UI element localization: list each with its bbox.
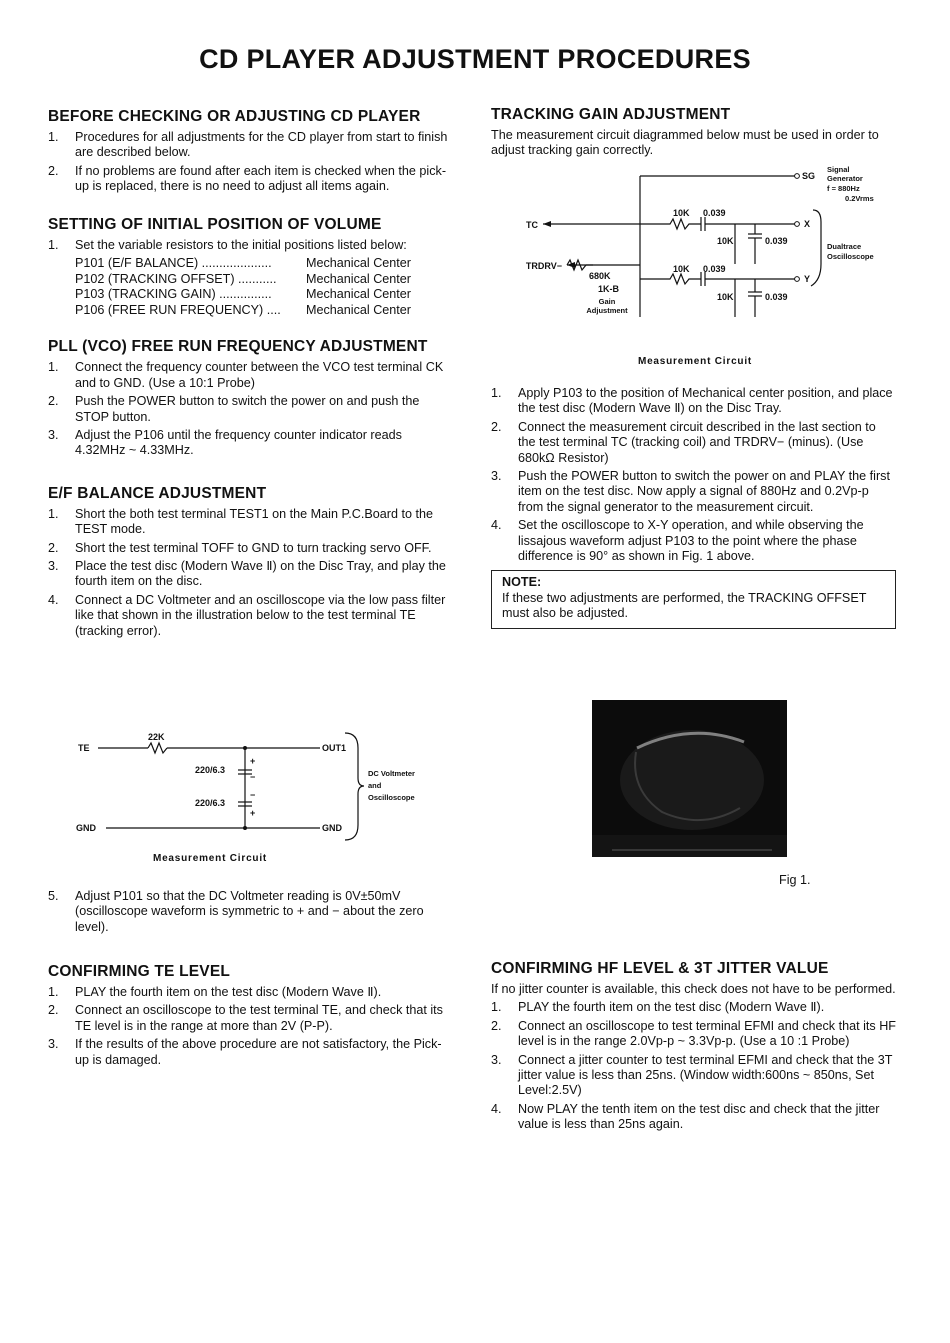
list-item: 2. Push the POWER button to switch the power on and push the STOP button. [48, 394, 420, 424]
note-text: If these two adjustments are performed, the TRACKING OFFSET must also be adjusted. [502, 590, 867, 621]
page-title: CD PLAYER ADJUSTMENT PROCEDURES [199, 44, 751, 74]
out1-label: OUT1 [322, 743, 347, 753]
ef-heading: E/F BALANCE ADJUSTMENT [48, 484, 267, 502]
svg-text:f = 880Hz: f = 880Hz [827, 184, 860, 193]
pll-section [48, 338, 448, 458]
list-item: 2. Connect the measurement circuit described in the last section to the test terminal TC (tracking coil) and TRDRV− (minus). (Use 680kΩ Resistor) [491, 419, 876, 465]
resistor-label: 22K [148, 732, 165, 742]
list-item: 2. Connect an oscilloscope to the test terminal TE, and check that its TE level is in the range at more than 2V (P-P). [48, 1003, 443, 1033]
svg-text:0.2Vrms: 0.2Vrms [845, 194, 874, 203]
svg-text:−: − [250, 790, 256, 800]
r1k-label: 1K-B [598, 284, 620, 294]
setting-row: P106 (FREE RUN FREQUENCY) .... Mechanical Center [75, 302, 411, 317]
setting-row: P102 (TRACKING OFFSET) ........... Mechanical Center [75, 271, 411, 286]
list-item: 3. If the results of the above procedure are not satisfactory, the Pick-up is damaged. [48, 1037, 442, 1067]
svg-text:Adjustment: Adjustment [586, 306, 628, 315]
list-item: 3. Push the POWER button to switch the power on and PLAY the first item on the test disc. Now apply a signal of 880Hz and 0.2Vp-p from the signal generator to the measurement circuit. [491, 469, 890, 514]
note-title: NOTE: [502, 575, 542, 590]
hf-heading: CONFIRMING HF LEVEL & 3T JITTER VALUE [491, 960, 829, 977]
cap1-label: 220/6.3 [195, 765, 226, 775]
svg-text:+: + [250, 808, 256, 818]
svg-text:0.039: 0.039 [765, 292, 788, 302]
hf-section [491, 960, 896, 1136]
gnd-left-label: GND [76, 823, 96, 833]
tracking-section [491, 106, 896, 159]
ef-section [48, 485, 448, 639]
svg-text:10K: 10K [717, 236, 734, 246]
setting-row: P103 (TRACKING GAIN) ............... Mechanical Center [75, 287, 411, 302]
note-box [491, 570, 896, 628]
te-label: TE [78, 743, 90, 753]
list-item: 1. PLAY the fourth item on the test disc (Modern Wave Ⅱ). [48, 985, 382, 999]
before-section [48, 108, 448, 195]
svg-text:Generator: Generator [827, 174, 863, 183]
list-item: 1. Apply P103 to the position of Mechanical center position, and place the test disc (Modern Wave Ⅱ) on the Disc Tray. [491, 386, 893, 416]
svg-text:0.039: 0.039 [703, 264, 726, 274]
list-item: 4. Set the oscilloscope to X-Y operation, and while observing the lissajous waveform adjust P103 to the point where the phase difference is 90° as shown in Fig. 1 above. [491, 518, 864, 564]
y-label: Y [804, 274, 811, 284]
svg-text:Gain: Gain [598, 297, 616, 306]
trdrv-label: TRDRV− [525, 261, 562, 271]
ef-circuit-caption: Measurement Circuit [152, 853, 268, 864]
list-item: 5. Adjust P101 so that the DC Voltmeter reading is 0V±50mV (oscilloscope waveform is symmetric to + and − about the zero level). [48, 889, 424, 934]
te-section [48, 963, 448, 1071]
svg-text:10K: 10K [673, 264, 690, 274]
list-item: 2. Short the test terminal TOFF to GND to turn tracking servo OFF. [48, 540, 432, 555]
list-item: 4. Now PLAY the tenth item on the test disc and check that the jitter value is less than 25ns again. [491, 1101, 880, 1132]
svg-text:10K: 10K [717, 292, 734, 302]
meter-label-3: Oscilloscope [368, 793, 415, 802]
fig-caption: Fig 1. [779, 873, 811, 887]
volume-heading: SETTING OF INITIAL POSITION OF VOLUME [48, 215, 382, 233]
svg-text:0.039: 0.039 [765, 236, 788, 246]
list-item: 2. Connect an oscilloscope to test terminal EFMI and check that its HF level is in the range 2.0Vp-p ~ 3.3Vp-p. (Use a 10 :1 Probe) [491, 1018, 896, 1049]
pll-heading: PLL (VCO) FREE RUN FREQUENCY ADJUSTMENT [48, 338, 428, 356]
svg-text:10K: 10K [673, 208, 690, 218]
volume-settings [75, 256, 448, 318]
svg-text:+: + [250, 756, 256, 766]
list-item: 1. Procedures for all adjustments for the CD player from start to finish are described below. [48, 130, 448, 160]
svg-text:Oscilloscope: Oscilloscope [827, 252, 874, 261]
tracking-measurement-circuit [505, 162, 900, 370]
list-item: 3. Adjust the P106 until the frequency counter indicator reads 4.32MHz ~ 4.33MHz. [48, 428, 402, 458]
hf-intro: If no jitter counter is available, this check does not have to be performed. [491, 982, 896, 996]
ef-item5 [48, 889, 448, 938]
gnd-right-label: GND [322, 823, 342, 833]
setting-row: P101 (E/F BALANCE) .................... Mechanical Center [75, 256, 411, 271]
svg-text:Signal: Signal [827, 165, 850, 174]
tracking-heading: TRACKING GAIN ADJUSTMENT [491, 106, 731, 123]
left-column [48, 108, 448, 642]
list-item: 3. Connect a jitter counter to test terminal EFMI and check that the 3T jitter value is less than 25ns. (Window width:600ns ~ 850ns, Set Level:2.5V) [491, 1052, 893, 1098]
tracking-circuit-caption: Measurement Circuit [637, 356, 753, 367]
x-label: X [804, 219, 811, 229]
svg-text:Dualtrace: Dualtrace [827, 242, 862, 251]
meter-label-2: and [368, 781, 382, 790]
list-item: 2. If no problems are found after each item is checked when the pick-up is replaced, there is no need to adjust all items again. [48, 163, 447, 194]
sg-label: SG [802, 171, 816, 181]
meter-label-1: DC Voltmeter [368, 769, 415, 778]
tracking-intro: The measurement circuit diagrammed below must be used in order to adjust tracking gain correctly. [491, 128, 879, 158]
cap2-label: 220/6.3 [195, 798, 226, 808]
oscilloscope-photo [592, 700, 787, 857]
svg-text:−: − [250, 772, 256, 782]
list-item: 1. PLAY the fourth item on the test disc (Modern Wave Ⅱ). [491, 1000, 825, 1015]
list-item: 1. Connect the frequency counter between the VCO test terminal CK and to GND. (Use a 10:1 Probe) [48, 360, 444, 390]
tracking-steps [491, 386, 896, 629]
r680-label: 680K [589, 271, 611, 281]
svg-text:0.039: 0.039 [703, 208, 726, 218]
before-heading: BEFORE CHECKING OR ADJUSTING CD PLAYER [48, 108, 421, 125]
list-item: 3. Place the test disc (Modern Wave Ⅱ) on the Disc Tray, and play the fourth item on the disc. [48, 559, 446, 589]
volume-section [48, 216, 448, 319]
list-item: 4. Connect a DC Voltmeter and an oscilloscope via the low pass filter like that shown in the illustration below to the test terminal TE (tracking error). [48, 592, 446, 638]
ef-measurement-circuit [70, 728, 450, 873]
list-item: 1. Short the both test terminal TEST1 on the Main P.C.Board to the TEST mode. [48, 506, 433, 537]
tc-label: TC [526, 220, 538, 230]
te-heading: CONFIRMING TE LEVEL [48, 963, 231, 980]
list-item: 1. Set the variable resistors to the initial positions listed below: [48, 237, 407, 252]
